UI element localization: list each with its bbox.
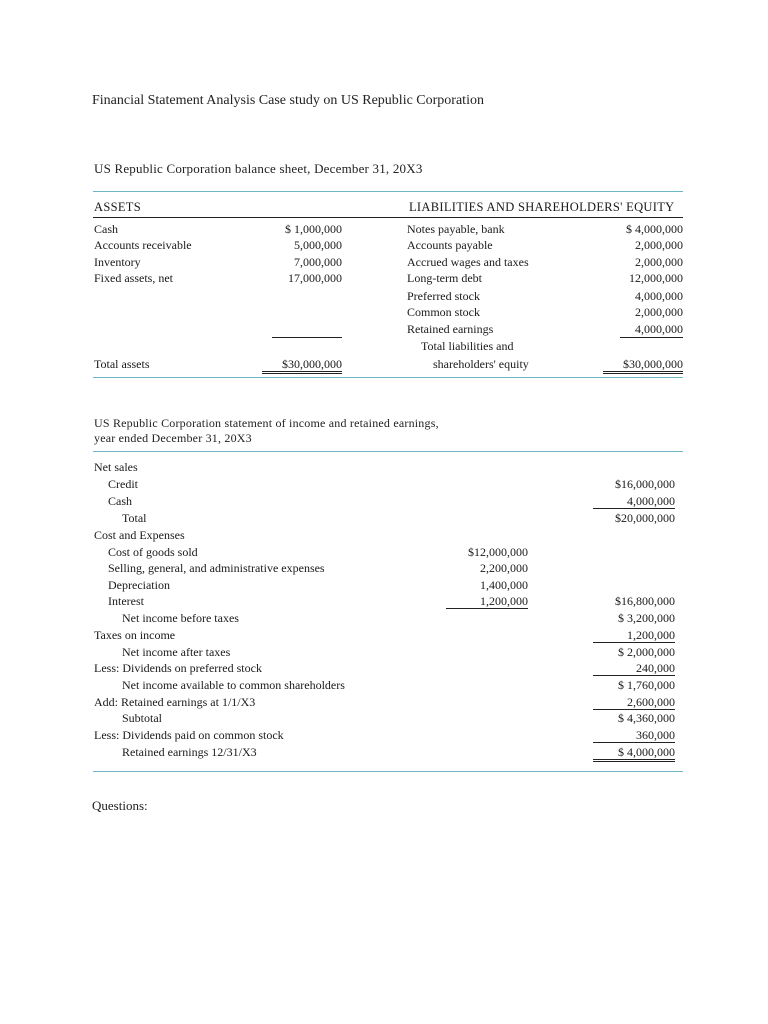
- is-label-subtotal: Subtotal: [122, 711, 163, 725]
- is-right-niat: $ 2,000,000: [618, 645, 675, 659]
- is-right-taxes: 1,200,000: [593, 628, 675, 643]
- liab-value-preferred: 4,000,000: [635, 289, 683, 303]
- total-liab-label-line2: shareholders' equity: [433, 357, 529, 371]
- liab-value-common: 2,000,000: [635, 305, 683, 319]
- asset-value-cash: $ 1,000,000: [285, 222, 342, 236]
- liab-value-retained: 4,000,000: [635, 322, 683, 336]
- total-assets-label: Total assets: [94, 357, 150, 371]
- balance-sheet-bottom-rule: [93, 377, 683, 378]
- header-underline: [93, 217, 683, 218]
- total-assets-value: $30,000,000: [262, 357, 342, 374]
- is-label-cogs: Cost of goods sold: [108, 545, 198, 559]
- is-label-retained-end: Retained earnings 12/31/X3: [122, 745, 257, 759]
- liab-label-retained: Retained earnings: [407, 322, 494, 336]
- asset-label-inventory: Inventory: [94, 255, 141, 269]
- is-right-add-retained: 2,600,000: [593, 695, 675, 710]
- is-right-interest: $16,800,000: [615, 594, 675, 608]
- liab-label-ltdebt: Long-term debt: [407, 271, 482, 285]
- liab-value-notes: $ 4,000,000: [626, 222, 683, 236]
- liab-label-common: Common stock: [407, 305, 481, 319]
- is-label-niat: Net income after taxes: [122, 645, 231, 659]
- income-statement-bottom-rule: [93, 771, 683, 772]
- asset-label-receivable: Accounts receivable: [94, 238, 192, 252]
- document-title: Financial Statement Analysis Case study on US Republic Corporation: [92, 93, 484, 108]
- is-label-cash: Cash: [108, 494, 132, 508]
- total-liab-label-line1: Total liabilities and: [421, 339, 514, 353]
- is-mid-sga: 2,200,000: [480, 561, 528, 575]
- is-right-credit: $16,000,000: [615, 477, 675, 491]
- is-label-common-dividends: Less: Dividends paid on common stock: [94, 728, 284, 742]
- is-label-nibt: Net income before taxes: [122, 611, 239, 625]
- is-label-sga: Selling, general, and administrative expenses: [108, 561, 325, 575]
- is-right-cash: 4,000,000: [593, 494, 675, 509]
- is-label-cost-expenses: Cost and Expenses: [94, 528, 185, 542]
- asset-value-fixed: 17,000,000: [288, 271, 342, 285]
- balance-sheet-top-rule: [93, 191, 683, 192]
- liab-label-notes: Notes payable, bank: [407, 222, 505, 236]
- is-label-credit: Credit: [108, 477, 138, 491]
- is-right-subtotal: $ 4,360,000: [618, 711, 675, 725]
- is-label-depreciation: Depreciation: [108, 578, 170, 592]
- assets-header: ASSETS: [94, 200, 141, 214]
- liab-label-accounts: Accounts payable: [407, 238, 493, 252]
- total-liab-value: $30,000,000: [603, 357, 683, 374]
- income-statement-title-line2: year ended December 31, 20X3: [94, 431, 252, 445]
- is-right-nibt: $ 3,200,000: [618, 611, 675, 625]
- liab-value-ltdebt: 12,000,000: [629, 271, 683, 285]
- balance-sheet-title: US Republic Corporation balance sheet, December 31, 20X3: [94, 161, 423, 176]
- income-statement-top-rule: [93, 451, 683, 452]
- assets-column-underline: [272, 337, 342, 338]
- is-mid-cogs: $12,000,000: [468, 545, 528, 559]
- is-mid-interest: 1,200,000: [446, 594, 528, 609]
- liab-label-accrued: Accrued wages and taxes: [407, 255, 529, 269]
- questions-label: Questions:: [92, 798, 148, 813]
- is-label-ni-common: Net income available to common shareholders: [122, 678, 345, 692]
- asset-value-inventory: 7,000,000: [294, 255, 342, 269]
- asset-label-fixed: Fixed assets, net: [94, 271, 173, 285]
- is-right-common-dividends: 360,000: [593, 728, 675, 743]
- is-label-pref-dividends: Less: Dividends on preferred stock: [94, 661, 262, 675]
- liab-value-accrued: 2,000,000: [635, 255, 683, 269]
- is-label-net-sales: Net sales: [94, 460, 138, 474]
- is-label-total: Total: [122, 511, 147, 525]
- asset-label-cash: Cash: [94, 222, 118, 236]
- liabilities-header: LIABILITIES AND SHAREHOLDERS' EQUITY: [409, 200, 675, 214]
- is-right-total: $20,000,000: [615, 511, 675, 525]
- asset-value-receivable: 5,000,000: [294, 238, 342, 252]
- is-label-interest: Interest: [108, 594, 144, 608]
- liab-column-underline: [620, 337, 683, 338]
- liab-value-accounts: 2,000,000: [635, 238, 683, 252]
- liab-label-preferred: Preferred stock: [407, 289, 480, 303]
- is-right-pref-dividends: 240,000: [593, 661, 675, 676]
- is-label-taxes: Taxes on income: [94, 628, 176, 642]
- is-right-retained-end: $ 4,000,000: [593, 745, 675, 762]
- is-right-ni-common: $ 1,760,000: [618, 678, 675, 692]
- income-statement-title-line1: US Republic Corporation statement of income and retained earnings,: [94, 416, 439, 430]
- is-label-add-retained: Add: Retained earnings at 1/1/X3: [94, 695, 256, 709]
- is-mid-depreciation: 1,400,000: [480, 578, 528, 592]
